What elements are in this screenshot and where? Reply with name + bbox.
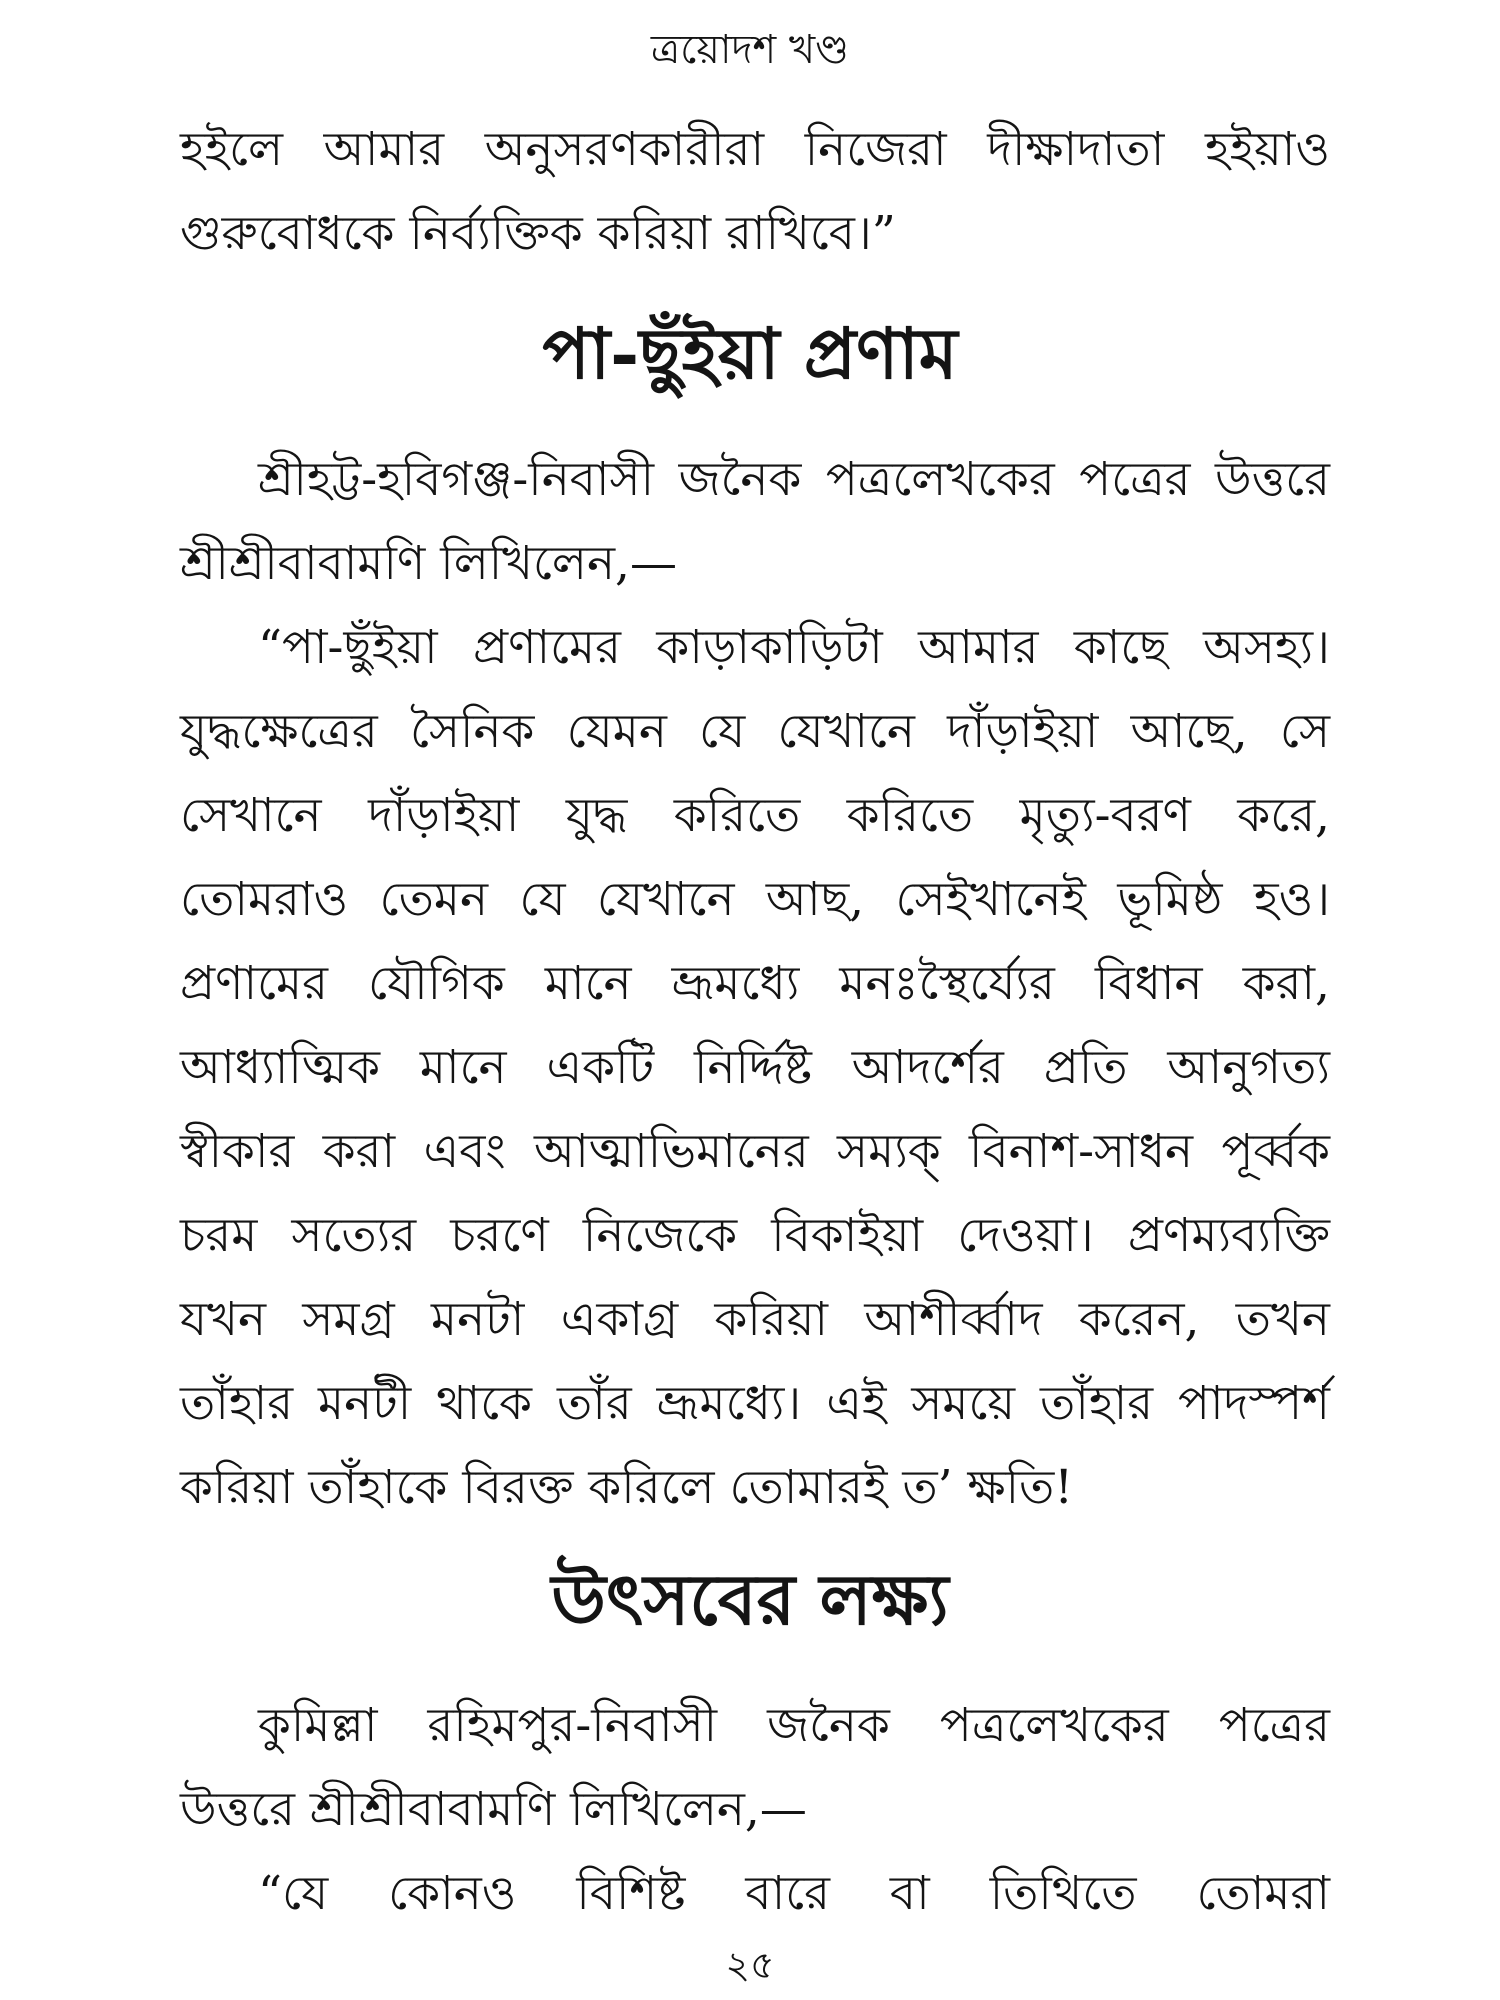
text-line: চরম সত্যের চরণে নিজেকে বিকাইয়া দেওয়া। প্রণম্যব্যক্তি — [180, 1208, 1330, 1263]
running-head: ত্রয়োদশ খণ্ড — [650, 27, 850, 73]
text-line: তোমরাও তেমন যে যেখানে আছ, সেইখানেই ভূমিষ্ঠ হও। — [180, 872, 1330, 927]
text-line: যখন সমগ্র মনটা একাগ্র করিয়া আশীর্ব্বাদ করেন, তখন — [180, 1292, 1330, 1347]
intro-paragraph — [180, 108, 1330, 276]
text-line: আধ্যাত্মিক মানে একটি নির্দ্দিষ্ট আদর্শের প্রতি আনুগত্য — [180, 1040, 1330, 1095]
text-line: শ্রীহট্ট-হবিগঞ্জ-নিবাসী জনৈক পত্রলেখকের পত্রের উত্তরে — [258, 452, 1330, 507]
text-line: যুদ্ধক্ষেত্রের সৈনিক যেমন যে যেখানে দাঁড়াইয়া আছে, সে — [180, 704, 1330, 759]
text-line: গুরুবোধকে নির্ব্যক্তিক করিয়া রাখিবে।” — [180, 206, 896, 261]
text-line: উত্তরে শ্রীশ্রীবাবামণি লিখিলেন,— — [180, 1782, 807, 1837]
section-heading-utsaber-lakshya: উৎসবের লক্ষ্য — [551, 1558, 949, 1641]
text-line: হইলে আমার অনুসরণকারীরা নিজেরা দীক্ষাদাতা হইয়াও — [180, 122, 1330, 177]
text-line: “পা-ছুঁইয়া প্রণামের কাড়াকাড়িটা আমার কাছে অসহ্য। — [258, 620, 1330, 675]
text-line: শ্রীশ্রীবাবামণি লিখিলেন,— — [180, 536, 677, 591]
text-line: স্বীকার করা এবং আত্মাভিমানের সম্যক্‌ বিনাশ-সাধন পূর্ব্বক — [180, 1124, 1330, 1179]
page-number: ২৫ — [725, 1943, 775, 1987]
text-line: করিয়া তাঁহাকে বিরক্ত করিলে তোমারই ত’ ক্ষতি! — [180, 1460, 1074, 1515]
text-line: সেখানে দাঁড়াইয়া যুদ্ধ করিতে করিতে মৃত্যু-বরণ করে, — [180, 788, 1330, 843]
text-line: “যে কোনও বিশিষ্ট বারে বা তিথিতে তোমরা — [258, 1866, 1330, 1921]
section2-body — [180, 1684, 1330, 1936]
section1-body — [180, 438, 1330, 1530]
text-line: কুমিল্লা রহিমপুর-নিবাসী জনৈক পত্রলেখকের পত্রের — [258, 1698, 1330, 1753]
section-heading-pa-chhuiya-pranam: পা-ছুঁইয়া প্রণাম — [542, 312, 958, 395]
text-line: তাঁহার মনটী থাকে তাঁর ভ্রূমধ্যে। এই সময়ে তাঁহার পাদস্পর্শ — [180, 1376, 1330, 1431]
text-line: প্রণামের যৌগিক মানে ভ্রূমধ্যে মনঃস্থৈর্য্যের বিধান করা, — [180, 956, 1330, 1011]
